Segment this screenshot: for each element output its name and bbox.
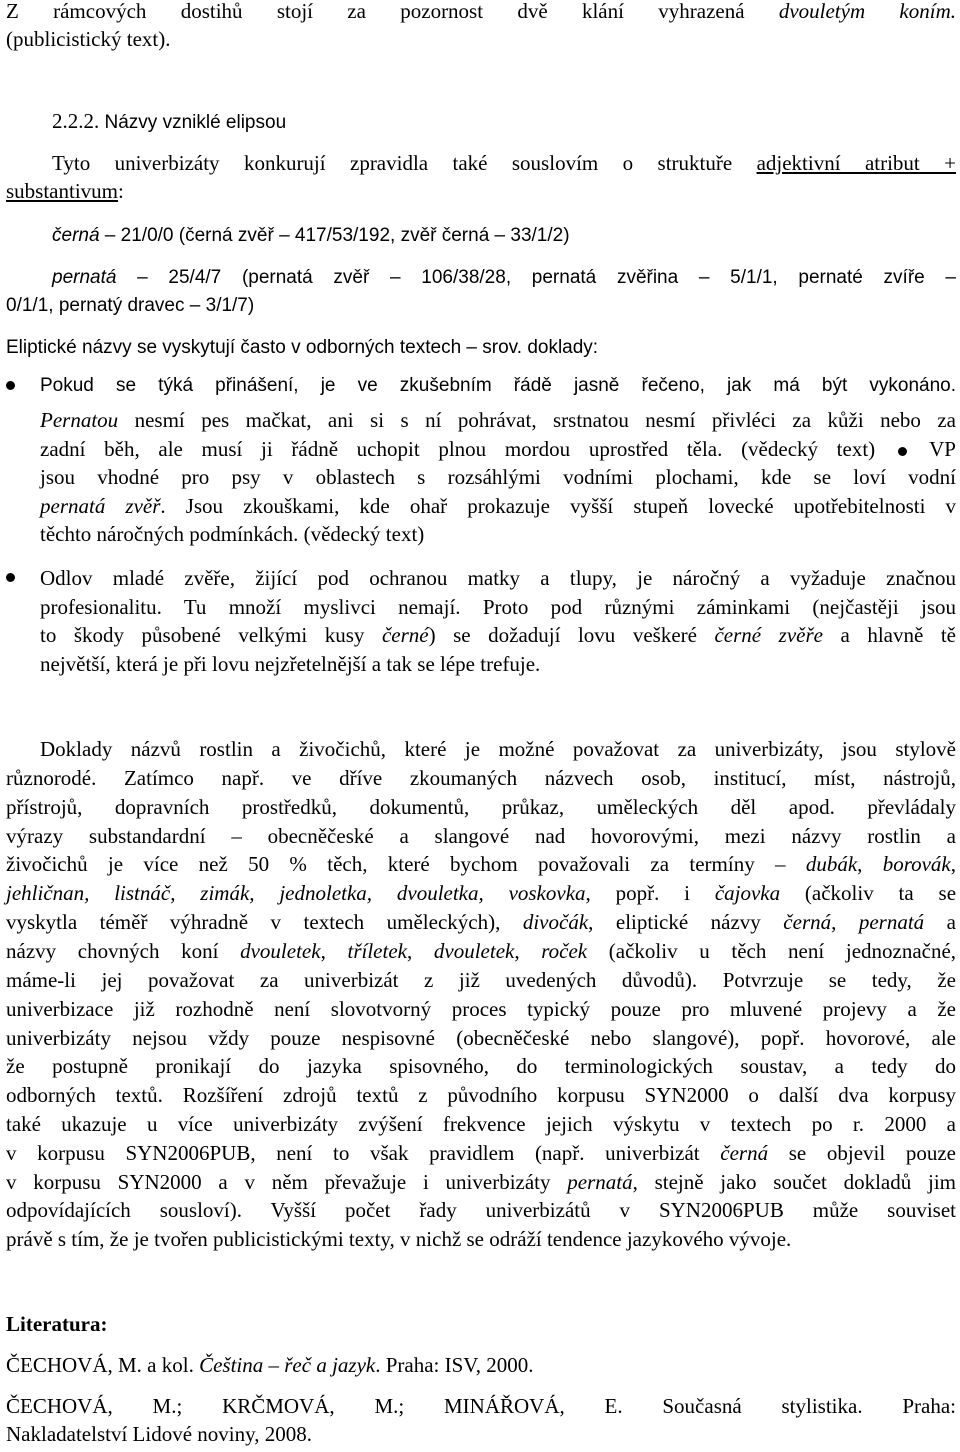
text-segment: profesionalitu. Tu množí myslivci nemají. Proto pod různými záminkami (nejčastěji jsou [40, 595, 956, 619]
text-segment: , popř. i [585, 881, 715, 905]
text-segment: odborných textů. Rozšíření zdrojů textů z původního korpusu SYN2000 o další dva korpusy [6, 1083, 956, 1107]
text-segment: zadní běh, ale musí ji řádně uchopit plnou mordou uprostřed těla. [40, 437, 723, 461]
italic-term: dvouletek [433, 939, 515, 963]
paragraph-line [6, 966, 956, 994]
italic-term: divočák [522, 910, 589, 934]
italic-term: dvouletým koním. [778, 0, 956, 23]
text-segment: , [950, 852, 957, 876]
text-segment: univerbizace již rozhodně není slovotvorný proces typický pouze pro mluvené projevy a že [6, 997, 956, 1021]
paragraph-line [6, 1052, 956, 1080]
text-segment: těchto náročných podmínkách. (vědecký text) [40, 522, 425, 546]
paragraph-line [6, 1024, 956, 1052]
section-number: 2.2.2. [52, 109, 100, 133]
paragraph-line [40, 735, 956, 763]
text-segment: adjektivní atribut + [756, 151, 957, 175]
text-segment: univerbizáty nejsou vždy pouze nespisovné (obecněčeské nebo slangové), popř. hovorové, ale [6, 1026, 956, 1050]
italic-term: dvouletek [240, 939, 321, 963]
italic-term: pernatá [858, 910, 925, 934]
text-segment: – 21/0/0 (černá zvěř – 417/53/192, zvěř černá – 33/1/2) [99, 225, 570, 246]
italic-term: roček [541, 939, 588, 963]
intro-line-1 [6, 0, 956, 25]
text-segment: že postupně pronikají do jazyka spisovného, do terminologických soustav, a tedy do [6, 1054, 956, 1078]
text-segment: , [320, 939, 348, 963]
bullet-1-line-4 [40, 463, 956, 491]
text-segment: Nakladatelství Lidové noviny, 2008. [6, 1422, 312, 1446]
paragraph-line [6, 1196, 956, 1224]
bullet-2-line-2 [40, 593, 956, 621]
inline-bullet-icon [898, 447, 907, 456]
italic-term: pernatá [52, 267, 117, 288]
section-title: Názvy vzniklé elipsou [104, 112, 287, 133]
text-segment: máme-li jej považovat za univerbizát z již uvedených důvodů). Potvrzuje se tedy, že [6, 968, 956, 992]
bullet-2-icon [6, 573, 15, 582]
paragraph-line [6, 1225, 956, 1253]
elliptic-names-intro [6, 334, 956, 362]
bullet-1-line-5 [40, 492, 956, 520]
paragraph-line [6, 1110, 956, 1138]
text-segment: Pokud se týká přinášení, je ve zkušebním řádě jasně řečeno, jak má být vykonáno. [40, 375, 956, 396]
bullet-1-line-6 [40, 520, 956, 548]
italic-term: černá [720, 1141, 769, 1165]
text-segment: . Praha: ISV, 2000. [375, 1353, 534, 1377]
text-segment: největší, která je při lovu nejzřetelnější a tak se lépe trefuje. [40, 652, 541, 676]
reference-1 [6, 1351, 956, 1379]
paragraph-line [6, 908, 956, 936]
text-segment: 0/1/1, pernatý dravec – 3/1/7) [6, 295, 255, 316]
bullet-1-mid-label: (vědecký text) [741, 437, 876, 461]
section-para-line-1 [52, 149, 956, 177]
text-segment: přístrojů, dopravních prostředků, dokumentů, průkaz, uměleckých děl apod. převládaly [6, 795, 956, 819]
bullet-1-line-3 [40, 435, 956, 463]
paragraph-line [6, 793, 956, 821]
bullet-2-line-4 [40, 650, 956, 678]
text-segment: to škody působené velkými kusy [40, 623, 382, 647]
text-segment: v korpusu SYN2006PUB, není to však pravidlem (např. univerbizát [6, 1141, 721, 1165]
bullet-1-icon [6, 381, 15, 390]
text-segment: (ačkoliv ta se [780, 881, 957, 905]
bullet-1-line-3-text [40, 437, 722, 461]
text-segment: : [118, 179, 124, 203]
text-segment: substantivum [6, 179, 119, 203]
text-segment: – 25/4/7 (pernatá zvěř – 106/38/28, pernatá zvěřina – 5/1/1, pernaté zvíře – [116, 267, 956, 288]
text-segment: živočichů je více než 50 % těch, které bychom považovali za termíny – [6, 852, 806, 876]
text-segment: , [831, 910, 859, 934]
paragraph-line [6, 937, 956, 965]
intro-line-2 [6, 25, 956, 53]
text-segment: Eliptické názvy se vyskytují často v odborných textech – srov. doklady: [6, 337, 599, 358]
text-segment: , [514, 939, 542, 963]
text-segment: ) se dožadují lovu veškeré [428, 623, 715, 647]
section-para-line-2 [6, 177, 956, 205]
text-segment: právě s tím, že je tvořen publicistickými texty, v nichž se odráží tendence jazykového vývoje. [6, 1227, 792, 1251]
section-heading [52, 107, 960, 137]
text-segment: ČECHOVÁ, M.; KRČMOVÁ, M.; MINÁŘOVÁ, E. Současná stylistika. Praha: [6, 1394, 956, 1418]
paragraph-line [6, 995, 956, 1023]
text-segment: nesmí pes mačkat, ani si s ní pohrávat, srstnatou nesmí přivléci za kůži nebo za [118, 408, 956, 432]
paragraph-line [6, 879, 956, 907]
reference-2-line-1 [6, 1392, 956, 1420]
text-segment: výrazy substandardní – obecněčeské a slangové nad hovorovými, mezi názvy rostlin a [6, 824, 956, 848]
bullet-2-line-3 [40, 621, 956, 649]
text-segment: vyskytla téměř výhradně v textech uměleckých), [6, 910, 523, 934]
bullet-1-line-2 [40, 406, 956, 434]
example-cerna [52, 222, 960, 250]
paragraph-line [6, 1139, 956, 1167]
text-segment: se objevil pouze [768, 1141, 956, 1165]
italic-term: dubák [805, 852, 858, 876]
text-segment: Doklady názvů rostlin a živočichů, které je možné považovat za univerbizáty, jsou stylově [40, 737, 956, 761]
paragraph-line [6, 850, 956, 878]
italic-term: borovák [882, 852, 951, 876]
text-segment: ČECHOVÁ, M. a kol. [6, 1353, 200, 1377]
text-segment: a hlavně tě [822, 623, 956, 647]
reference-2-line-2 [6, 1420, 956, 1448]
italic-term: černá [783, 910, 832, 934]
text-segment: , stejně jako součet dokladů jim [632, 1170, 956, 1194]
paragraph-line [6, 1168, 956, 1196]
text-segment: jsou vhodné pro psy v oblastech s rozsáhlými vodními plochami, kde se loví vodní [40, 465, 956, 489]
bullet-1-mid-after: VP [929, 437, 956, 461]
text-segment: , eliptické názvy [588, 910, 784, 934]
text-segment: názvy chovných koní [6, 939, 241, 963]
text-segment: Z rámcových dostihů stojí za pozornost dvě klání vyhrazená [6, 0, 779, 23]
paragraph-line [6, 822, 956, 850]
italic-term: čajovka [714, 881, 781, 905]
text-segment: . Jsou zkouškami, kde ohař prokazuje vyšší stupeň lovecké upotřebitelnosti v [160, 494, 956, 518]
italic-term: pernatá [567, 1170, 633, 1194]
text-segment: a [924, 910, 956, 934]
italic-term: černé zvěře [714, 623, 823, 647]
bullet-1-line-1 [40, 372, 956, 400]
italic-term: Čeština – řeč a jazyk [199, 1353, 376, 1377]
literature-heading-text: Literatura: [6, 1312, 108, 1336]
text-segment: , [406, 939, 434, 963]
paragraph-line [6, 764, 956, 792]
italic-term: jehličnan, listnáč, zimák, jednoletka, dvouletka, voskovka [6, 881, 586, 905]
text-segment: (publicistický text). [6, 27, 171, 51]
literature-heading [6, 1310, 956, 1338]
paragraph-line [6, 1081, 956, 1109]
text-segment: (ačkoliv u těch není jednoznačné, [587, 939, 957, 963]
text-segment: v korpusu SYN2000 a v něm převažuje i univerbizáty [6, 1170, 568, 1194]
italic-term: černé [381, 623, 429, 647]
text-segment: různorodé. Zatímco např. ve dříve zkoumaných názvech osob, institucí, míst, nástrojů, [6, 766, 956, 790]
text-segment: také ukazuje u více univerbizáty zvýšení frekvence jejich výskytu v textech po r. 2000 a [6, 1112, 956, 1136]
text-segment: Odlov mladé zvěře, žijící pod ochranou matky a tlupy, je náročný a vyžaduje značnou [40, 566, 956, 590]
example-pernata-line-2 [6, 292, 956, 320]
italic-term: Pernatou [40, 408, 119, 432]
text-segment: , [857, 852, 883, 876]
text-segment: Tyto univerbizáty konkurují zpravidla také souslovím o struktuře [52, 151, 757, 175]
example-pernata-line-1 [52, 264, 956, 292]
italic-term: pernatá zvěř [40, 494, 161, 518]
bullet-2-line-1 [40, 564, 956, 592]
italic-term: tříletek [347, 939, 407, 963]
text-segment: odpovídajících sousloví). Vyšší počet řady univerbizátů v SYN2006PUB může souviset [6, 1198, 956, 1222]
italic-term: černá [52, 225, 100, 246]
